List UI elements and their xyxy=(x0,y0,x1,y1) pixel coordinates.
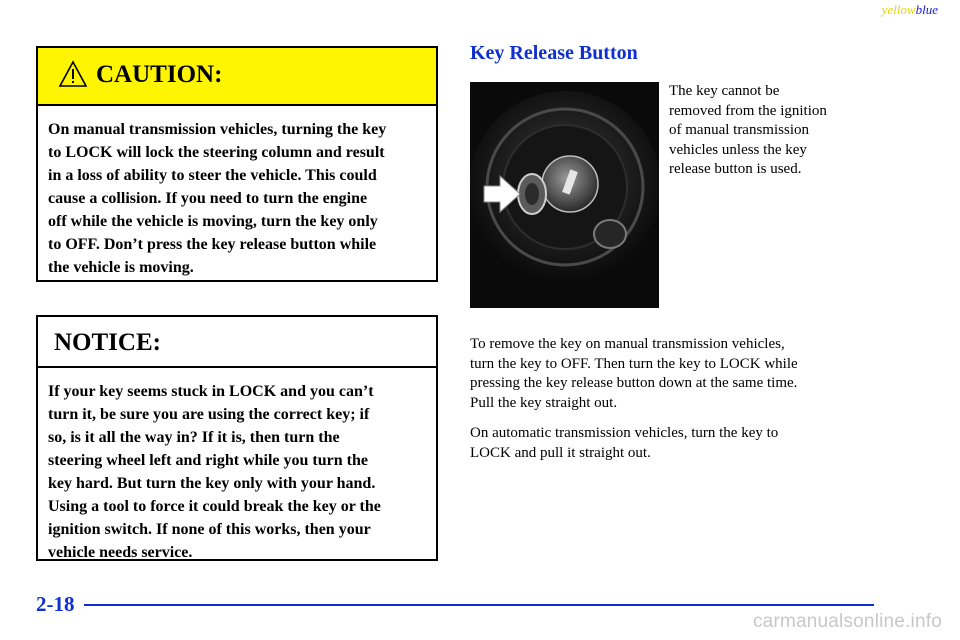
caution-text xyxy=(38,106,436,279)
warning-triangle-icon xyxy=(58,60,88,88)
ignition-photo xyxy=(470,82,659,308)
notice-box xyxy=(36,315,438,561)
notice-line: so, is it all the way in? If it is, then turn the xyxy=(48,429,340,446)
footer-rule xyxy=(84,604,874,606)
notice-header xyxy=(38,317,436,368)
notice-line: turn it, be sure you are using the correct key; if xyxy=(48,406,370,423)
notice-title: NOTICE: xyxy=(54,329,161,356)
para-line: LOCK and pull it straight out. xyxy=(470,444,651,461)
side-line: vehicles unless the key xyxy=(669,141,807,158)
caution-line: to OFF. Don’t press the key release button while xyxy=(48,236,377,253)
caution-line: cause a collision. If you need to turn the engine xyxy=(48,190,368,207)
notice-line: key hard. But turn the key only with your hand. xyxy=(48,475,376,492)
notice-line: ignition switch. If none of this works, then your xyxy=(48,521,371,538)
tag-blue: blue xyxy=(915,2,938,17)
caution-line: to LOCK will lock the steering column and result xyxy=(48,144,385,161)
side-line: removed from the ignition xyxy=(669,102,827,119)
section-title: Key Release Button xyxy=(470,42,638,64)
ignition-illustration xyxy=(470,82,659,308)
notice-text xyxy=(38,368,436,564)
caution-line: in a loss of ability to steer the vehicle. This could xyxy=(48,167,377,184)
manual-transmission-paragraph xyxy=(470,335,890,413)
notice-line: vehicle needs service. xyxy=(48,544,193,561)
tag-yellow: yellow xyxy=(881,2,916,17)
para-line: On automatic transmission vehicles, turn the key to xyxy=(470,425,779,441)
page-number: 2-18 xyxy=(36,592,75,616)
para-line: pressing the key release button down at the same time. xyxy=(470,375,798,391)
notice-line: If your key seems stuck in LOCK and you can’t xyxy=(48,383,374,400)
automatic-transmission-paragraph xyxy=(470,424,890,463)
side-description xyxy=(669,82,869,180)
side-line: release button is used. xyxy=(669,161,802,177)
caution-title: CAUTION: xyxy=(96,61,223,88)
notice-line: steering wheel left and right while you turn the xyxy=(48,452,368,469)
para-line: To remove the key on manual transmission vehicles, xyxy=(470,336,785,352)
caution-line: On manual transmission vehicles, turning the key xyxy=(48,121,387,138)
notice-line: Using a tool to force it could break the key or the xyxy=(48,498,381,515)
caution-header xyxy=(38,48,436,106)
caution-box xyxy=(36,46,438,282)
caution-line: the vehicle is moving. xyxy=(48,259,194,276)
watermark: carmanualsonline.info xyxy=(752,611,942,632)
print-color-tag xyxy=(882,2,938,18)
side-line: of manual transmission xyxy=(669,122,809,138)
para-line: turn the key to OFF. Then turn the key to LOCK while xyxy=(470,355,798,372)
para-line: Pull the key straight out. xyxy=(470,394,618,411)
side-line: The key cannot be xyxy=(669,83,780,99)
caution-line: off while the vehicle is moving, turn the key only xyxy=(48,213,378,230)
